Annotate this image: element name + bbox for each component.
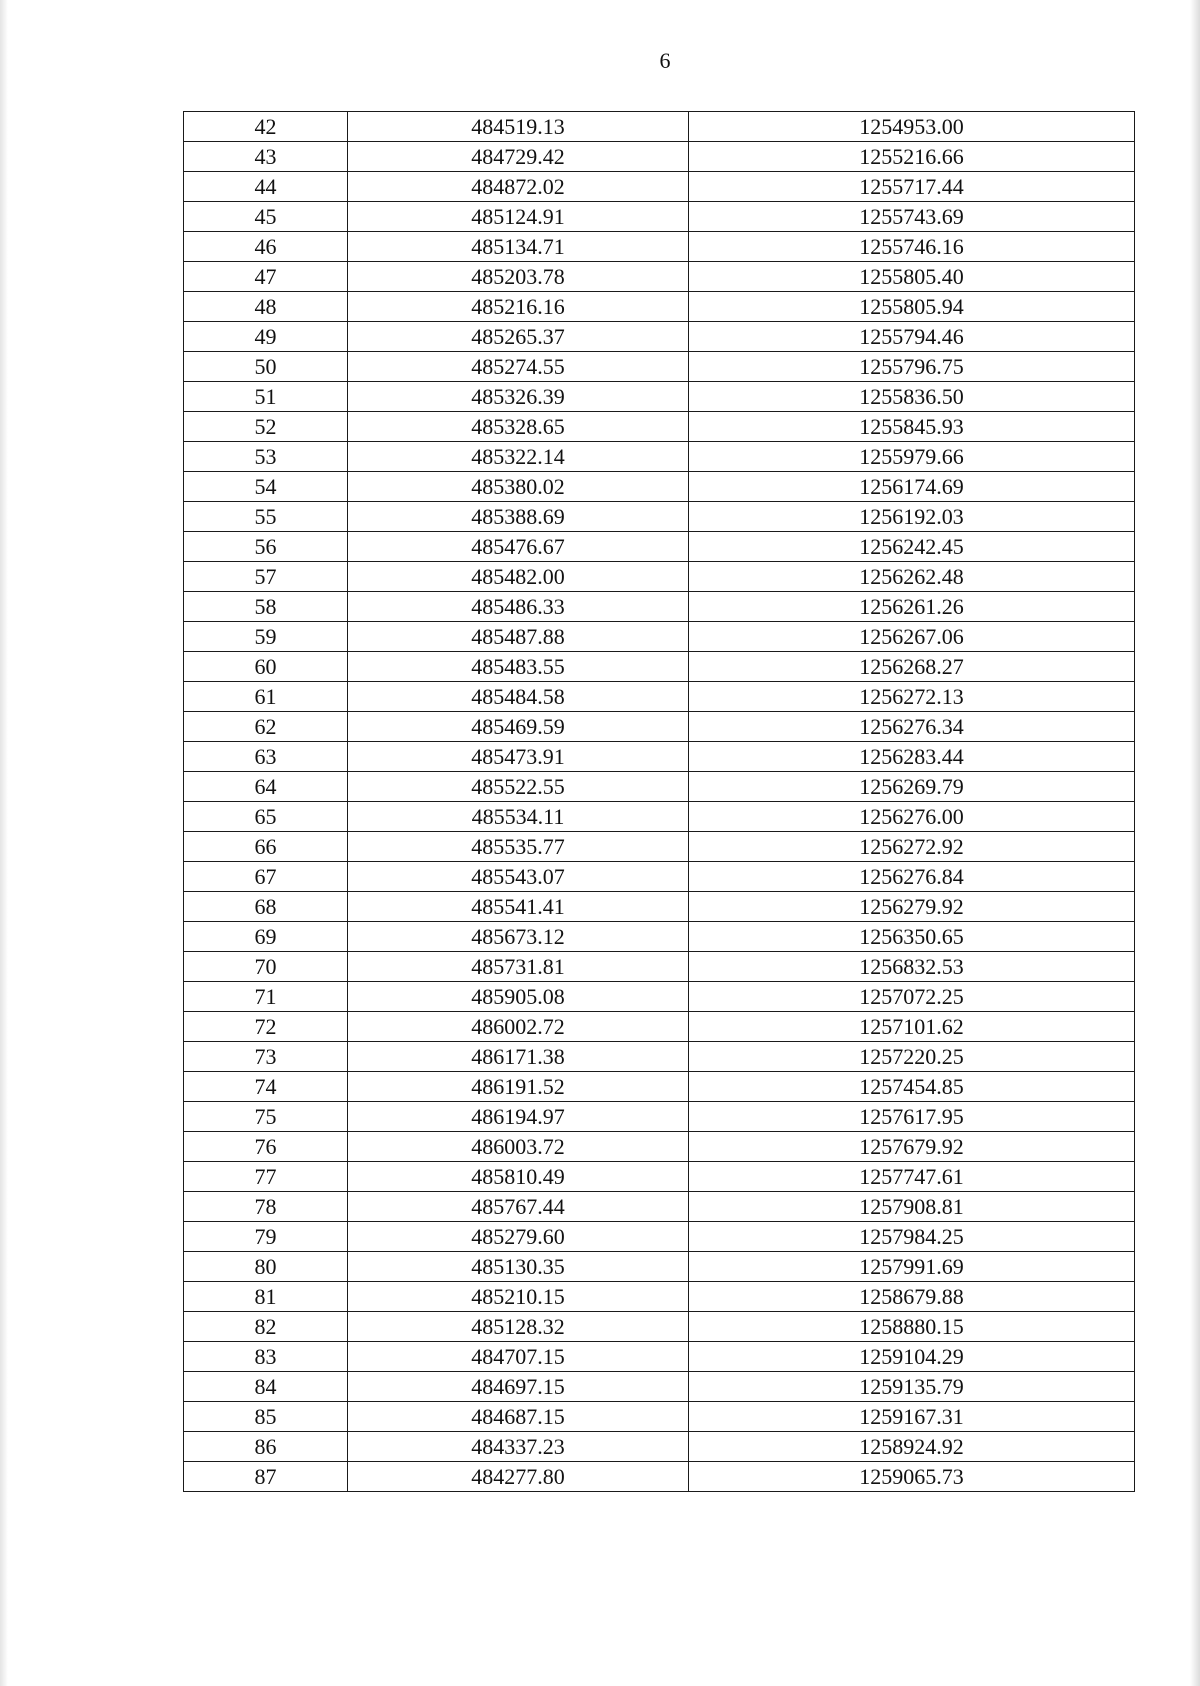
x-coordinate-cell: 485130.35 [348, 1252, 689, 1282]
x-coordinate-cell: 485388.69 [348, 502, 689, 532]
point-number-cell: 54 [184, 472, 348, 502]
table-row [184, 172, 1135, 202]
table-row [184, 1252, 1135, 1282]
x-coordinate-cell: 485535.77 [348, 832, 689, 862]
table-row [184, 1102, 1135, 1132]
y-coordinate-cell: 1257991.69 [689, 1252, 1135, 1282]
y-coordinate-cell: 1255836.50 [689, 382, 1135, 412]
x-coordinate-cell: 485279.60 [348, 1222, 689, 1252]
point-number-cell: 86 [184, 1432, 348, 1462]
x-coordinate-cell: 485905.08 [348, 982, 689, 1012]
table-row [184, 232, 1135, 262]
x-coordinate-cell: 484872.02 [348, 172, 689, 202]
y-coordinate-cell: 1256192.03 [689, 502, 1135, 532]
x-coordinate-cell: 486003.72 [348, 1132, 689, 1162]
table-row [184, 532, 1135, 562]
point-number-cell: 85 [184, 1402, 348, 1432]
point-number-cell: 87 [184, 1462, 348, 1492]
point-number-cell: 71 [184, 982, 348, 1012]
x-coordinate-cell: 485469.59 [348, 712, 689, 742]
table-row [184, 1462, 1135, 1492]
point-number-cell: 81 [184, 1282, 348, 1312]
y-coordinate-cell: 1256262.48 [689, 562, 1135, 592]
x-coordinate-cell: 485134.71 [348, 232, 689, 262]
table-row [184, 1012, 1135, 1042]
table-row [184, 1042, 1135, 1072]
table-row [184, 1162, 1135, 1192]
y-coordinate-cell: 1255746.16 [689, 232, 1135, 262]
point-number-cell: 63 [184, 742, 348, 772]
table-row [184, 712, 1135, 742]
x-coordinate-cell: 485326.39 [348, 382, 689, 412]
point-number-cell: 56 [184, 532, 348, 562]
point-number-cell: 68 [184, 892, 348, 922]
y-coordinate-cell: 1259135.79 [689, 1372, 1135, 1402]
table-row [184, 562, 1135, 592]
coordinate-table [183, 111, 1135, 1492]
table-row [184, 622, 1135, 652]
point-number-cell: 58 [184, 592, 348, 622]
x-coordinate-cell: 485541.41 [348, 892, 689, 922]
y-coordinate-cell: 1256283.44 [689, 742, 1135, 772]
x-coordinate-cell: 485476.67 [348, 532, 689, 562]
y-coordinate-cell: 1256268.27 [689, 652, 1135, 682]
x-coordinate-cell: 485534.11 [348, 802, 689, 832]
table-row [184, 982, 1135, 1012]
y-coordinate-cell: 1255805.94 [689, 292, 1135, 322]
y-coordinate-cell: 1257220.25 [689, 1042, 1135, 1072]
y-coordinate-cell: 1256267.06 [689, 622, 1135, 652]
y-coordinate-cell: 1256350.65 [689, 922, 1135, 952]
table-row [184, 772, 1135, 802]
y-coordinate-cell: 1259167.31 [689, 1402, 1135, 1432]
y-coordinate-cell: 1256174.69 [689, 472, 1135, 502]
y-coordinate-cell: 1257679.92 [689, 1132, 1135, 1162]
y-coordinate-cell: 1256276.00 [689, 802, 1135, 832]
y-coordinate-cell: 1259104.29 [689, 1342, 1135, 1372]
x-coordinate-cell: 485484.58 [348, 682, 689, 712]
point-number-cell: 59 [184, 622, 348, 652]
x-coordinate-cell: 485543.07 [348, 862, 689, 892]
point-number-cell: 67 [184, 862, 348, 892]
x-coordinate-cell: 486191.52 [348, 1072, 689, 1102]
y-coordinate-cell: 1256261.26 [689, 592, 1135, 622]
x-coordinate-cell: 485486.33 [348, 592, 689, 622]
x-coordinate-cell: 485216.16 [348, 292, 689, 322]
table-row [184, 802, 1135, 832]
table-row [184, 832, 1135, 862]
y-coordinate-cell: 1255979.66 [689, 442, 1135, 472]
point-number-cell: 50 [184, 352, 348, 382]
point-number-cell: 42 [184, 112, 348, 142]
x-coordinate-cell: 485810.49 [348, 1162, 689, 1192]
y-coordinate-cell: 1257072.25 [689, 982, 1135, 1012]
scan-edge-right [1190, 0, 1200, 1686]
point-number-cell: 55 [184, 502, 348, 532]
x-coordinate-cell: 485322.14 [348, 442, 689, 472]
x-coordinate-cell: 486194.97 [348, 1102, 689, 1132]
y-coordinate-cell: 1256272.13 [689, 682, 1135, 712]
y-coordinate-cell: 1255796.75 [689, 352, 1135, 382]
point-number-cell: 74 [184, 1072, 348, 1102]
table-row [184, 292, 1135, 322]
y-coordinate-cell: 1257617.95 [689, 1102, 1135, 1132]
point-number-cell: 51 [184, 382, 348, 412]
y-coordinate-cell: 1255216.66 [689, 142, 1135, 172]
point-number-cell: 83 [184, 1342, 348, 1372]
y-coordinate-cell: 1255717.44 [689, 172, 1135, 202]
point-number-cell: 44 [184, 172, 348, 202]
table-row [184, 1402, 1135, 1432]
table-row [184, 322, 1135, 352]
x-coordinate-cell: 485731.81 [348, 952, 689, 982]
point-number-cell: 72 [184, 1012, 348, 1042]
x-coordinate-cell: 485767.44 [348, 1192, 689, 1222]
table-row [184, 1222, 1135, 1252]
point-number-cell: 45 [184, 202, 348, 232]
table-row [184, 1372, 1135, 1402]
table-row [184, 382, 1135, 412]
y-coordinate-cell: 1255743.69 [689, 202, 1135, 232]
table-row [184, 202, 1135, 232]
point-number-cell: 46 [184, 232, 348, 262]
scan-edge-left [0, 0, 8, 1686]
point-number-cell: 57 [184, 562, 348, 592]
table-row [184, 1282, 1135, 1312]
x-coordinate-cell: 485673.12 [348, 922, 689, 952]
y-coordinate-cell: 1257454.85 [689, 1072, 1135, 1102]
x-coordinate-cell: 484687.15 [348, 1402, 689, 1432]
x-coordinate-cell: 485124.91 [348, 202, 689, 232]
table-row [184, 952, 1135, 982]
point-number-cell: 43 [184, 142, 348, 172]
x-coordinate-cell: 485210.15 [348, 1282, 689, 1312]
table-row [184, 1132, 1135, 1162]
x-coordinate-cell: 485380.02 [348, 472, 689, 502]
point-number-cell: 48 [184, 292, 348, 322]
x-coordinate-cell: 486002.72 [348, 1012, 689, 1042]
y-coordinate-cell: 1258924.92 [689, 1432, 1135, 1462]
x-coordinate-cell: 485483.55 [348, 652, 689, 682]
point-number-cell: 49 [184, 322, 348, 352]
x-coordinate-cell: 486171.38 [348, 1042, 689, 1072]
point-number-cell: 70 [184, 952, 348, 982]
y-coordinate-cell: 1254953.00 [689, 112, 1135, 142]
coordinate-table-body [184, 112, 1135, 1492]
y-coordinate-cell: 1255805.40 [689, 262, 1135, 292]
point-number-cell: 47 [184, 262, 348, 292]
y-coordinate-cell: 1257747.61 [689, 1162, 1135, 1192]
table-row [184, 922, 1135, 952]
point-number-cell: 69 [184, 922, 348, 952]
x-coordinate-cell: 485328.65 [348, 412, 689, 442]
point-number-cell: 61 [184, 682, 348, 712]
point-number-cell: 53 [184, 442, 348, 472]
point-number-cell: 65 [184, 802, 348, 832]
table-row [184, 862, 1135, 892]
point-number-cell: 82 [184, 1312, 348, 1342]
y-coordinate-cell: 1257984.25 [689, 1222, 1135, 1252]
page-number: 6 [659, 48, 671, 73]
point-number-cell: 77 [184, 1162, 348, 1192]
x-coordinate-cell: 485482.00 [348, 562, 689, 592]
y-coordinate-cell: 1257908.81 [689, 1192, 1135, 1222]
y-coordinate-cell: 1256272.92 [689, 832, 1135, 862]
x-coordinate-cell: 484697.15 [348, 1372, 689, 1402]
point-number-cell: 62 [184, 712, 348, 742]
point-number-cell: 84 [184, 1372, 348, 1402]
table-row [184, 742, 1135, 772]
table-row [184, 442, 1135, 472]
y-coordinate-cell: 1256276.84 [689, 862, 1135, 892]
point-number-cell: 64 [184, 772, 348, 802]
x-coordinate-cell: 485265.37 [348, 322, 689, 352]
table-row [184, 592, 1135, 622]
table-row [184, 652, 1135, 682]
table-row [184, 892, 1135, 922]
point-number-cell: 78 [184, 1192, 348, 1222]
x-coordinate-cell: 485473.91 [348, 742, 689, 772]
y-coordinate-cell: 1256279.92 [689, 892, 1135, 922]
x-coordinate-cell: 485203.78 [348, 262, 689, 292]
point-number-cell: 79 [184, 1222, 348, 1252]
y-coordinate-cell: 1258880.15 [689, 1312, 1135, 1342]
x-coordinate-cell: 484707.15 [348, 1342, 689, 1372]
y-coordinate-cell: 1259065.73 [689, 1462, 1135, 1492]
y-coordinate-cell: 1257101.62 [689, 1012, 1135, 1042]
table-row [184, 412, 1135, 442]
y-coordinate-cell: 1256269.79 [689, 772, 1135, 802]
point-number-cell: 80 [184, 1252, 348, 1282]
table-row [184, 1192, 1135, 1222]
table-row [184, 472, 1135, 502]
x-coordinate-cell: 484729.42 [348, 142, 689, 172]
x-coordinate-cell: 485128.32 [348, 1312, 689, 1342]
x-coordinate-cell: 484277.80 [348, 1462, 689, 1492]
x-coordinate-cell: 484337.23 [348, 1432, 689, 1462]
y-coordinate-cell: 1255845.93 [689, 412, 1135, 442]
point-number-cell: 52 [184, 412, 348, 442]
table-row [184, 1342, 1135, 1372]
table-row [184, 262, 1135, 292]
point-number-cell: 66 [184, 832, 348, 862]
y-coordinate-cell: 1258679.88 [689, 1282, 1135, 1312]
table-row [184, 112, 1135, 142]
point-number-cell: 75 [184, 1102, 348, 1132]
point-number-cell: 76 [184, 1132, 348, 1162]
y-coordinate-cell: 1256276.34 [689, 712, 1135, 742]
y-coordinate-cell: 1256832.53 [689, 952, 1135, 982]
x-coordinate-cell: 485274.55 [348, 352, 689, 382]
point-number-cell: 73 [184, 1042, 348, 1072]
table-row [184, 502, 1135, 532]
x-coordinate-cell: 484519.13 [348, 112, 689, 142]
x-coordinate-cell: 485522.55 [348, 772, 689, 802]
table-row [184, 1432, 1135, 1462]
table-row [184, 1072, 1135, 1102]
table-row [184, 352, 1135, 382]
y-coordinate-cell: 1256242.45 [689, 532, 1135, 562]
table-row [184, 142, 1135, 172]
point-number-cell: 60 [184, 652, 348, 682]
table-row [184, 682, 1135, 712]
x-coordinate-cell: 485487.88 [348, 622, 689, 652]
y-coordinate-cell: 1255794.46 [689, 322, 1135, 352]
table-row [184, 1312, 1135, 1342]
